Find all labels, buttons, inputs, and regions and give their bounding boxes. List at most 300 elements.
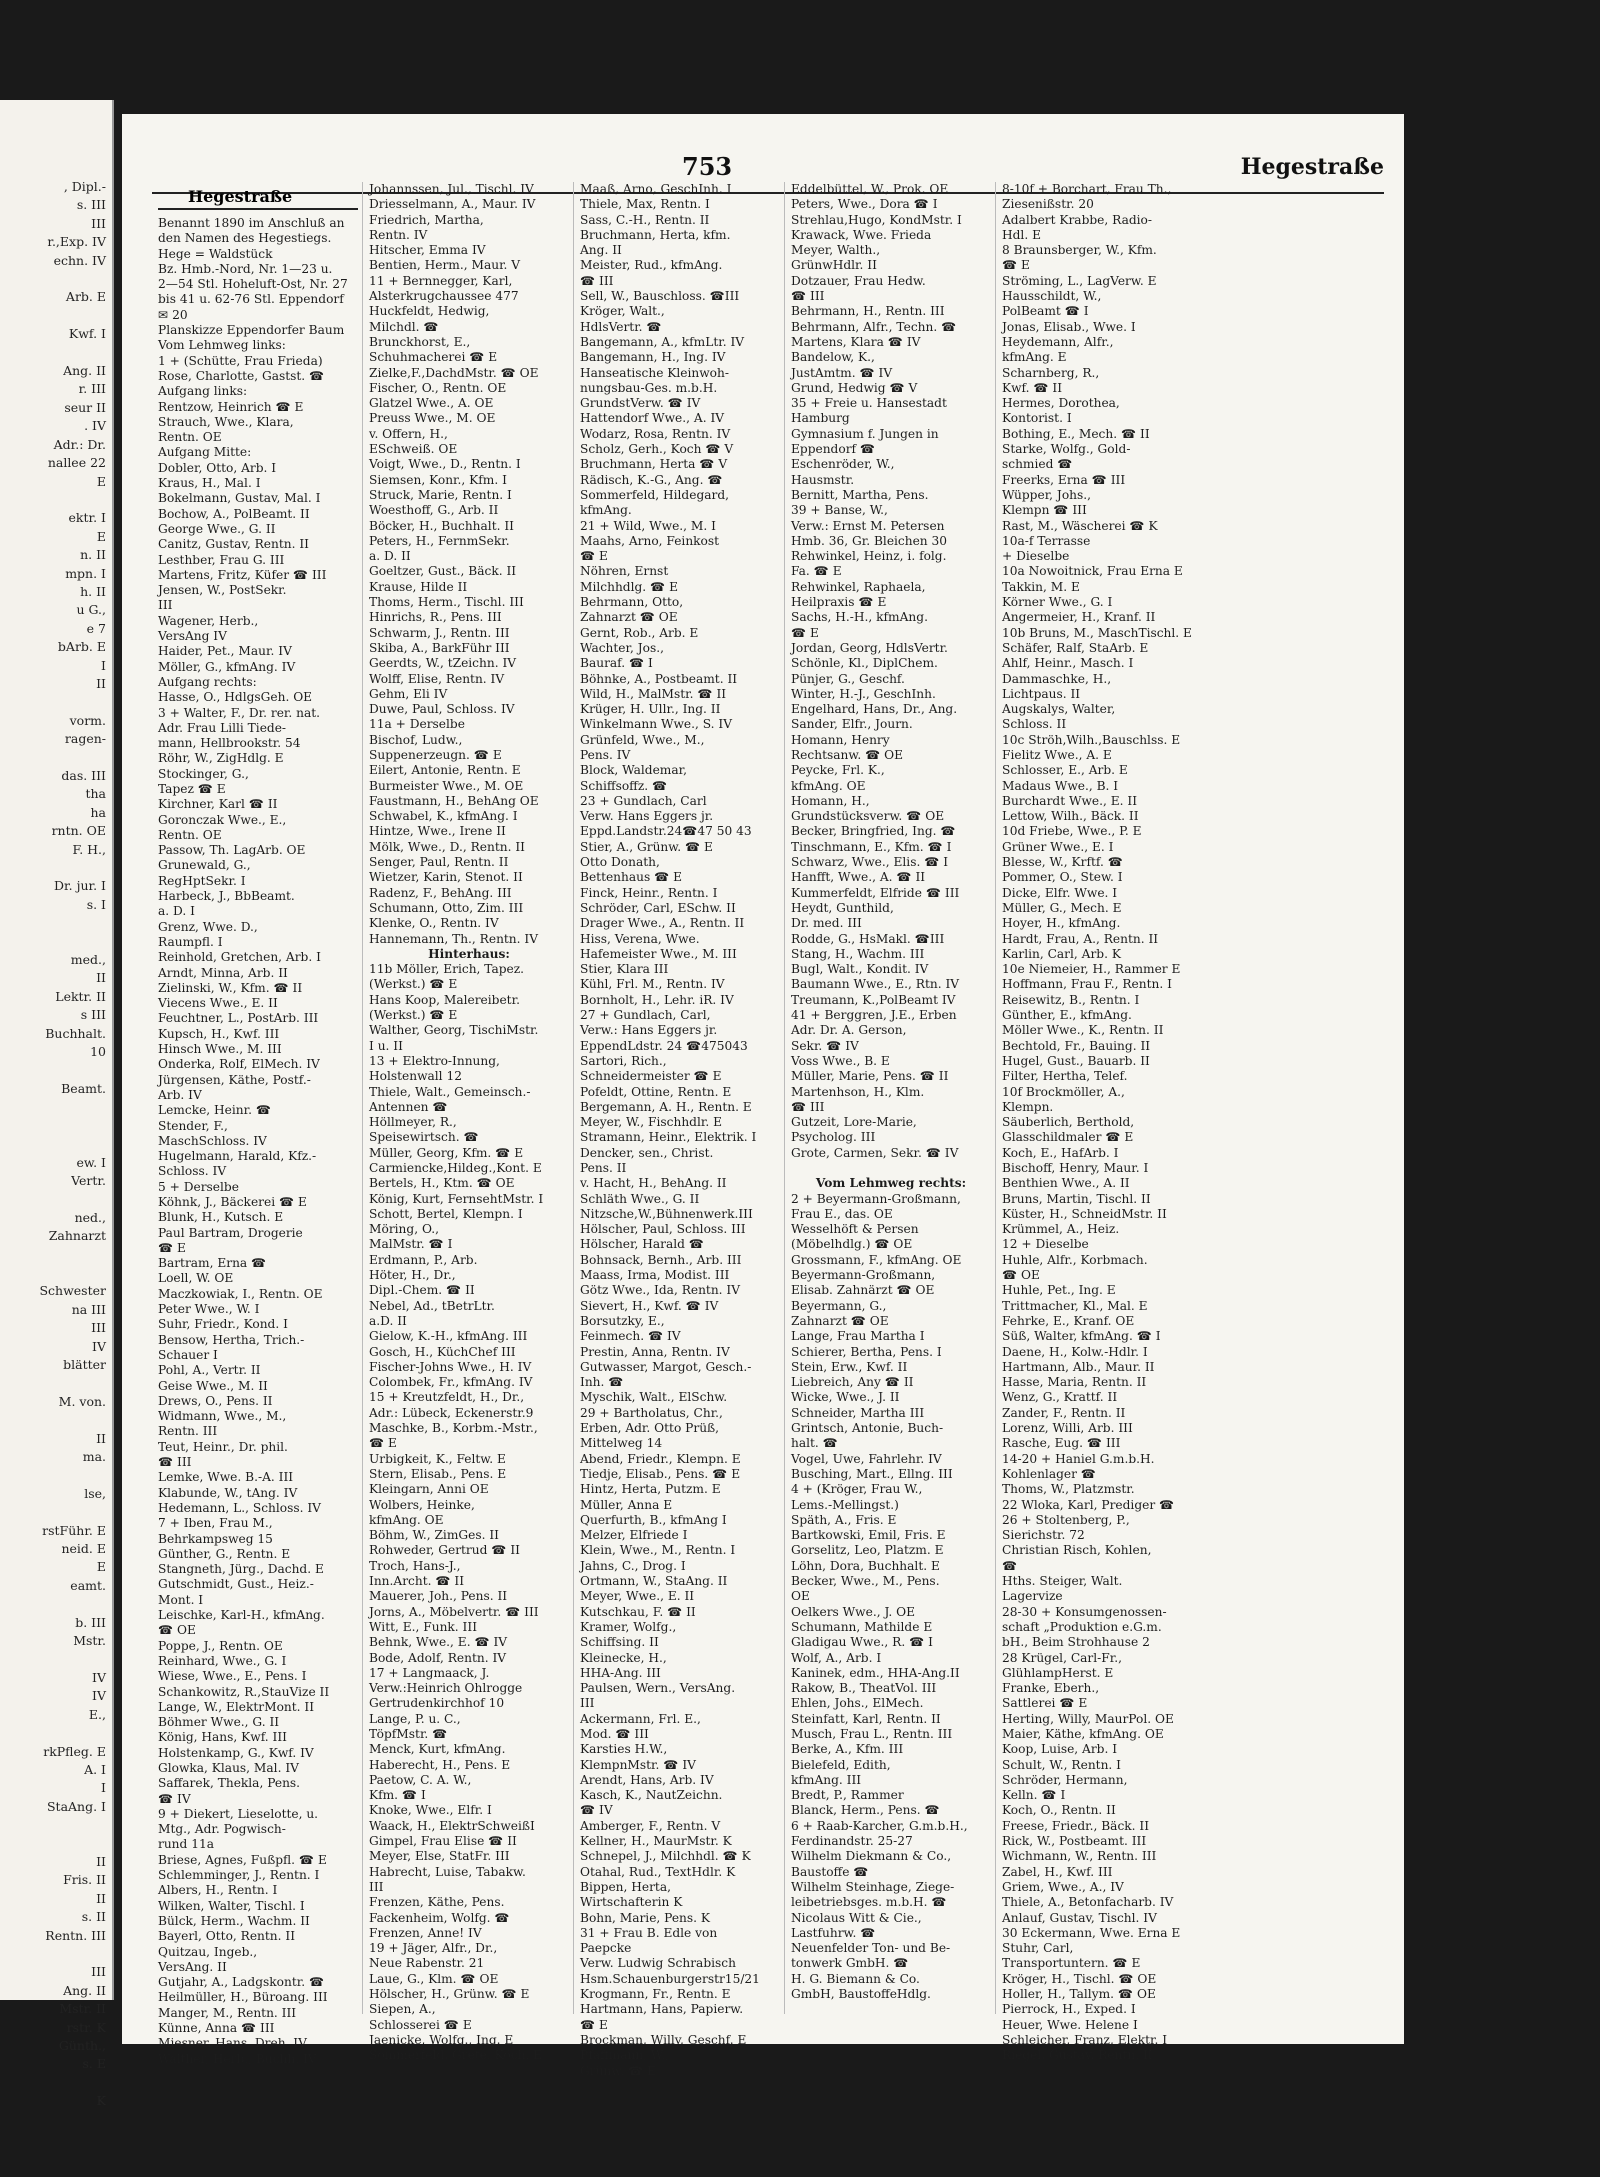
directory-entry: v. Hacht, H., BehAng. II: [580, 1176, 727, 1191]
directory-entry: Kellner, H., MaurMstr. K: [580, 1834, 732, 1849]
directory-entry: Möring, O.,: [369, 1222, 439, 1237]
fragment-line: Lektr. II: [55, 988, 106, 1004]
directory-entry: Wachter, Jos.,: [580, 640, 664, 655]
fragment-line: [0, 1466, 106, 1484]
directory-entry: Bergemann, A. H., Rentn. E: [580, 1099, 752, 1114]
directory-entry: Pfaffmann, W.,: [580, 2048, 670, 2063]
directory-entry: 1 + (Schütte, Frau Frieda): [158, 353, 323, 368]
directory-entry: Mauerer, Joh., Pens. II: [369, 1589, 508, 1604]
directory-entry: Suppenerzeugn. ☎ E: [369, 747, 502, 762]
directory-entry: Grundstücksverw. ☎ OE: [791, 809, 945, 824]
directory-entry: Stangneth, Jürg., Dachd. E: [158, 1562, 324, 1577]
directory-entry: Hamburg: [791, 411, 850, 426]
fragment-line: eamt.: [70, 1577, 106, 1593]
directory-entry: Grund, Hedwig ☎ V: [791, 380, 918, 395]
fragment-line: IV: [92, 1669, 106, 1685]
directory-entry: Rasche, Eug. ☎ III: [1002, 1436, 1121, 1451]
section-subhead: Hinterhaus:: [428, 946, 510, 961]
directory-entry: EppendLdstr. 24 ☎475043: [580, 1038, 748, 1053]
directory-entry: Schneidermeister ☎ E: [580, 1069, 722, 1084]
directory-entry: 29 + Bartholatus, Chr.,: [580, 1405, 723, 1420]
directory-entry: Winter, H.-J., GeschInh.: [791, 686, 936, 701]
directory-entry: Wild, H., MalMstr. ☎ II: [580, 686, 727, 701]
directory-entry: Mtg., Adr. Pogwisch-: [158, 1822, 286, 1837]
directory-entry: Habrecht, Luise, Tabakw.: [369, 1864, 526, 1879]
directory-entry: TöpfMstr. ☎: [369, 1726, 448, 1741]
directory-entry: Alsterkrugchaussee 477: [369, 289, 519, 304]
directory-entry: I u. II: [369, 1038, 403, 1053]
directory-entry: Brunckhorst, E.,: [369, 334, 471, 349]
directory-entry: Bettenhaus ☎ E: [580, 870, 683, 885]
directory-entry: Schumann, Otto, Zim. III: [369, 900, 524, 915]
directory-entry: Hermes, Dorothea,: [1002, 396, 1120, 411]
directory-entry: Zabel, H., Kwf. III: [1002, 1864, 1113, 1879]
directory-entry: Säuberlich, Berthold,: [1002, 1115, 1135, 1130]
fragment-line: neid. E: [61, 1541, 106, 1557]
directory-entry: Homann, H.,: [791, 793, 870, 808]
directory-entry: Verw.: Hans Eggers jr.: [580, 1023, 718, 1038]
directory-entry: Schröder, Carl, ESchw. II: [580, 900, 736, 915]
directory-entry: + Dieselbe: [1002, 549, 1070, 564]
directory-entry: Benthien Wwe., A. II: [1002, 1176, 1130, 1191]
directory-entry: Planskizze Eppendorfer Baum: [158, 323, 345, 338]
directory-entry: rund 11a: [158, 1837, 214, 1852]
directory-entry: Schauer I: [158, 1347, 218, 1362]
directory-entry: Kaninek, edm., HHA-Ang.II: [791, 1665, 960, 1680]
column-5: [1002, 182, 1206, 2063]
directory-entry: Bredt, P., Rammer: [791, 1788, 904, 1803]
directory-entry: 27 + Gundlach, Carl,: [580, 1008, 711, 1023]
directory-entry: Homann, Henry: [791, 732, 890, 747]
directory-entry: Siemsen, Konr., Kfm. I: [369, 472, 507, 487]
fragment-line: II: [96, 970, 106, 986]
page-header: [122, 134, 1404, 184]
directory-entry: Daene, H., Kolw.-Hdlr. I: [1002, 1344, 1148, 1359]
directory-entry: Kramer, Wolfg.,: [580, 1619, 677, 1634]
directory-entry: Krogmann, Fr., Rentn. E: [580, 1987, 731, 2002]
directory-entry: (Werkst.) ☎ E: [369, 977, 458, 992]
directory-entry: Walther, Herb., Buchh. IV: [158, 2051, 317, 2066]
directory-entry: Radenz, F., BehAng. III: [369, 885, 512, 900]
directory-entry: Engelhard, Hans, Dr., Ang.: [791, 702, 958, 717]
directory-entry: 10d Friebe, Wwe., P. E: [1002, 824, 1142, 839]
directory-entry: Kohlenlager ☎: [1002, 1466, 1096, 1481]
directory-entry: Schlosser, E., Arb. E: [1002, 763, 1128, 778]
fragment-line: I: [101, 1780, 106, 1796]
directory-entry: Bensow, Hertha, Trich.-: [158, 1332, 305, 1347]
directory-entry: Huhle, Alfr., Korbmach.: [1002, 1252, 1148, 1267]
directory-entry: Möller Wwe., K., Rentn. II: [1002, 1023, 1164, 1038]
directory-entry: Fackenheim, Wolfg. ☎: [369, 1910, 510, 1925]
directory-entry: Behrmann, H., Rentn. III: [791, 304, 945, 319]
street-title: Hegestraße: [158, 186, 358, 210]
directory-entry: Aufgang rechts:: [158, 674, 257, 689]
directory-entry: Klein, Wwe., M., Rentn. I: [580, 1543, 736, 1558]
directory-entry: Grote, Carmen, Sekr. ☎ IV: [791, 1145, 959, 1160]
directory-entry: Passow, Th. LagArb. OE: [158, 843, 306, 858]
directory-entry: Gutwasser, Margot, Gesch.-: [580, 1359, 752, 1374]
directory-entry: Anlauf, Gustav, Tischl. IV: [1002, 1910, 1157, 1925]
fragment-line: IV: [92, 1688, 106, 1704]
directory-entry: Lange, Frau Martha I: [791, 1329, 925, 1344]
fragment-line: I: [101, 657, 106, 673]
directory-entry: Martens, Fritz, Küfer ☎ III: [158, 567, 327, 582]
directory-entry: Sierichstr. 72: [1002, 1528, 1085, 1543]
directory-entry: Scharnberg, R.,: [1002, 365, 1100, 380]
directory-entry: Koop, Luise, Arb. I: [1002, 1742, 1118, 1757]
directory-entry: Fehrke, E., Kranf. OE: [1002, 1313, 1135, 1328]
fragment-line: II: [96, 1890, 106, 1906]
directory-entry: a.D. II: [369, 1313, 407, 1328]
directory-entry: Adr. Dr. A. Gerson,: [791, 1023, 907, 1038]
directory-entry: VersAng. II: [158, 1959, 227, 1974]
directory-entry: Behrkampsweg 15: [158, 1531, 273, 1546]
directory-entry: Ehlen, Johs., ElMech.: [791, 1696, 924, 1711]
directory-entry: Schneider, Martha III: [791, 1405, 925, 1420]
directory-entry: Schult, W., Rentn. I: [1002, 1757, 1121, 1772]
directory-entry: PolBeamt ☎ I: [1002, 304, 1089, 319]
fragment-line: [0, 344, 106, 362]
fragment-line: Vertr.: [71, 1172, 106, 1188]
directory-entry: Beyermann-Großmann,: [791, 1268, 936, 1283]
directory-entry: König, Hans, Kwf. III: [158, 1730, 287, 1745]
fragment-line: III: [91, 1964, 106, 1980]
directory-entry: 10c Ströh,Wilh.,Bauschlss. E: [1002, 732, 1181, 747]
directory-entry: Wietzer, Karin, Stenot. II: [369, 870, 523, 885]
previous-page-edge: [0, 100, 114, 2109]
fragment-line: [0, 1835, 106, 1853]
directory-entry: Wesselhöft & Persen: [791, 1222, 919, 1237]
directory-entry: Busching, Mart., Ellng. III: [791, 1466, 953, 1481]
directory-entry: Eppd.Landstr.24☎47 50 43: [580, 824, 752, 839]
fragment-line: III: [91, 1320, 106, 1336]
directory-entry: Glowka, Klaus, Mal. IV: [158, 1760, 299, 1775]
directory-entry: Franke, Eberh.,: [1002, 1681, 1100, 1696]
directory-entry: 11a + Derselbe: [369, 717, 465, 732]
directory-entry: König, Kurt, FernsehtMstr. I: [369, 1191, 544, 1206]
directory-entry: Duwe, Paul, Schloss. IV: [369, 702, 515, 717]
directory-entry: Adr. Frau Lilli Tiede-: [158, 720, 287, 735]
directory-entry: Bruchmann, Herta ☎ V: [580, 457, 728, 472]
directory-entry: Bertels, H., Ktm. ☎ OE: [369, 1176, 515, 1191]
directory-entry: Hölscher, Paul, Schloss. III: [580, 1222, 746, 1237]
directory-entry: Stramann, Heinr., Elektrik. I: [580, 1130, 757, 1145]
directory-entry: Behnk, Wwe., E. ☎ IV: [369, 1635, 508, 1650]
directory-entry: Glatzel Wwe., A. OE: [369, 396, 494, 411]
fragment-line: n. II: [80, 547, 106, 563]
directory-entry: Frenzen, Käthe, Pens.: [369, 1895, 505, 1910]
fragment-line: s. E: [82, 2056, 106, 2072]
directory-entry: Bischof, Ludw.,: [369, 732, 463, 747]
directory-entry: Schankowitz, R.,StauVize II: [158, 1684, 330, 1699]
directory-entry: Grünfeld, Wwe., M.,: [580, 732, 705, 747]
directory-entry: 31 + Frau B. Edle von: [580, 1925, 718, 1940]
directory-entry: HdlsVertr. ☎: [580, 319, 662, 334]
directory-entry: Süß, Walter, kfmAng. ☎ I: [1002, 1329, 1161, 1344]
directory-entry: Lagervize: [1002, 1589, 1063, 1604]
directory-entry: 10b Bruns, M., MaschTischl. E: [1002, 625, 1192, 640]
directory-entry: Verw. Ludwig Schrabisch: [580, 1956, 736, 1971]
directory-entry: Bandelow, K.,: [791, 350, 875, 365]
fragment-line: A. I: [84, 1761, 106, 1777]
directory-entry: Meister, Rud., kfmAng.: [580, 258, 723, 273]
directory-entry: Jahns, C., Drog. I: [580, 1558, 686, 1573]
directory-entry: Oelkers Wwe., J. OE: [791, 1604, 916, 1619]
directory-entry: Klempn ☎ III: [1002, 503, 1087, 518]
directory-entry: Stier, Klara III: [580, 962, 669, 977]
directory-entry: Meyer, Else, StatFr. III: [369, 1849, 510, 1864]
directory-entry: Maaß, Arno, GeschInh. I: [580, 182, 732, 196]
directory-entry: Thoms, W., Platzmstr.: [1002, 1482, 1135, 1497]
directory-entry: Freerks, Erna ☎ III: [1002, 472, 1126, 487]
directory-entry: Wüpper, Johs.,: [1002, 487, 1092, 502]
directory-entry: Wicke, Wwe., J. II: [791, 1390, 900, 1405]
fragment-line: [0, 1945, 106, 1963]
directory-entry: Beyermann, G.,: [791, 1298, 887, 1313]
directory-entry: Walther, Georg, TischiMstr.: [369, 1023, 539, 1038]
directory-entry: Gutjahr, A., Ladgskontr. ☎: [158, 1975, 325, 1990]
fragment-line: s. I: [86, 896, 106, 912]
directory-entry: Bugl, Walt., Kondit. IV: [791, 962, 929, 977]
fragment-line: r.,Exp. IV: [47, 234, 106, 250]
directory-entry: Stein, Erw., Kwf. II: [791, 1359, 908, 1374]
directory-entry: Schott, Bertel, Klempn. I: [369, 1206, 523, 1221]
directory-entry: Wagener, Herb.,: [158, 613, 259, 628]
directory-entry: Küster, H., SchneidMstr. II: [1002, 1206, 1167, 1221]
fragment-line: das. III: [61, 768, 106, 783]
directory-entry: Thiele, A., Betonfacharb. IV: [1002, 1895, 1174, 1910]
directory-entry: Paulsen, Wern., VersAng.: [580, 1681, 736, 1696]
directory-entry: Rakow, B., TheatVol. III: [791, 1681, 937, 1696]
directory-entry: Hiss, Verena, Wwe.: [580, 931, 700, 946]
directory-entry: Stang, H., Wachm. III: [791, 946, 925, 961]
directory-entry: Löhn, Dora, Buchhalt. E: [791, 1558, 940, 1573]
directory-entry: Dobler, Otto, Arb. I: [158, 460, 277, 475]
directory-entry: Pohl, A., Vertr. II: [158, 1363, 261, 1378]
directory-entry: Günther, E., kfmAng.: [1002, 1008, 1132, 1023]
directory-entry: Rehwinkel, Heinz, i. folg.: [791, 549, 947, 564]
directory-entry: ☎ III: [791, 289, 825, 304]
directory-entry: Eilert, Antonie, Rentn. E: [369, 763, 521, 778]
directory-entry: Lange, P. u. C.,: [369, 1711, 461, 1726]
directory-entry: Burmeister Wwe., M. OE: [369, 778, 524, 793]
directory-entry: George Wwe., G. II: [158, 521, 276, 536]
directory-entry: ☎: [1002, 1558, 1018, 1573]
fragment-line: Zahnarzt: [48, 1228, 106, 1244]
directory-entry: tonwerk GmbH. ☎: [791, 1956, 909, 1971]
fragment-line: M. von.: [58, 1393, 106, 1409]
directory-entry: Trittmacher, Kl., Mal. E: [1002, 1298, 1148, 1313]
directory-entry: Sander, Elfr., Journ.: [791, 717, 913, 732]
directory-entry: Borsutzky, E.,: [580, 1313, 665, 1328]
directory-entry: Zielke,F.,DachdMstr. ☎ OE: [369, 365, 539, 380]
directory-entry: ☎ III: [791, 1099, 825, 1114]
directory-entry: Rentn. OE: [158, 827, 222, 842]
directory-entry: Pommer, O., Stew. I: [1002, 870, 1123, 885]
directory-entry: Harbeck, J., BbBeamt.: [158, 889, 295, 904]
directory-entry: (Möbelhdlg.) ☎ OE: [791, 1237, 913, 1252]
directory-entry: Augskalys, Walter,: [1002, 702, 1116, 717]
fragment-line: [0, 1264, 106, 1282]
directory-entry: Strauch, Wwe., Klara,: [158, 414, 294, 429]
fragment-line: [0, 1098, 106, 1116]
directory-entry: 4 + (Kröger, Frau W.,: [791, 1482, 923, 1497]
directory-entry: Vogel, Uwe, Fahrlehr. IV: [791, 1451, 942, 1466]
directory-entry: Bentien, Herm., Maur. V: [369, 258, 521, 273]
fragment-line: [0, 693, 106, 711]
directory-entry: 10a Nowoitnick, Frau Erna E: [1002, 564, 1183, 579]
fragment-line: b. III: [75, 1614, 106, 1630]
directory-entry: den Namen des Hegestiegs.: [158, 231, 332, 246]
directory-entry: Lemcke, Heinr. ☎: [158, 1103, 272, 1118]
fragment-line: E: [96, 473, 106, 489]
directory-entry: Bayerl, Otto, Rentn. II: [158, 1929, 296, 1944]
directory-entry: Hitscher, Emma IV: [369, 243, 486, 258]
directory-entry: Thoms, Herm., Tischl. III: [369, 595, 524, 610]
directory-entry: 11 + Bernnegger, Karl,: [369, 273, 513, 288]
directory-entry: Psycholog. III: [791, 1130, 876, 1145]
directory-entry: 41 + Berggren, J.E., Erben: [791, 1008, 957, 1023]
directory-entry: Sekr. ☎ IV: [791, 1038, 859, 1053]
directory-entry: Angermeier, H., Kranf. II: [1002, 610, 1156, 625]
directory-entry: GrünwHdlr. II: [791, 258, 877, 273]
directory-entry: Sattlerei ☎ E: [1002, 1696, 1088, 1711]
directory-entry: Filter, Hertha, Telef.: [1002, 1069, 1128, 1084]
directory-entry: Voss Wwe., B. E: [791, 1053, 890, 1068]
directory-entry: Drager Wwe., A., Rentn. II: [580, 916, 745, 931]
directory-entry: Grenz, Wwe. D.,: [158, 919, 258, 934]
directory-entry: Zander, F., Rentn. II: [1002, 1405, 1126, 1420]
directory-entry: Maass, Irma, Modist. III: [580, 1268, 730, 1283]
directory-entry: 12 + Dieselbe: [1002, 1237, 1089, 1252]
fragment-line: [0, 1651, 106, 1669]
directory-entry: Waack, H., ElektrSchweißI: [369, 1818, 535, 1833]
directory-entry: Dotzauer, Frau Hedw.: [791, 273, 926, 288]
fragment-line: E: [96, 528, 106, 544]
directory-entry: 39 + Banse, W.,: [791, 503, 888, 518]
directory-entry: Schwabel, K., kfmAng. I: [369, 809, 518, 824]
column-1: [158, 182, 363, 2066]
directory-entry: Zahnarzt ☎ OE: [580, 610, 678, 625]
fragment-line: [0, 270, 106, 288]
directory-entry: Scholz, Gerh., Koch ☎ V: [580, 442, 734, 457]
directory-entry: Peters, H., FernmSekr.: [369, 533, 510, 548]
directory-entry: Koch, E., HafArb. I: [1002, 1145, 1119, 1160]
directory-entry: Böhmer Wwe., G. II: [158, 1715, 280, 1730]
directory-entry: Baumann Wwe., E., Rtn. IV: [791, 977, 960, 992]
directory-entry: Strehlau,Hugo, KondMstr. I: [791, 212, 962, 227]
directory-entry: Stern, Elisab., Pens. E: [369, 1466, 507, 1481]
directory-entry: Querfurth, B., kfmAng I: [580, 1512, 727, 1527]
directory-entry: Stender, F.,: [158, 1118, 228, 1133]
directory-entry: Götz Wwe., Ida, Rentn. IV: [580, 1283, 741, 1298]
directory-entry: Künne, Anna ☎ III: [158, 2021, 275, 2036]
directory-entry: 17 + Langmaack, J.: [369, 1665, 490, 1680]
directory-entry: ☎ III: [158, 1455, 192, 1470]
directory-entry: Milchdl. ☎: [369, 319, 439, 334]
directory-entry: Nitzsche,W.,Bühnenwerk.III: [580, 1206, 753, 1221]
directory-entry: KlempnMstr. ☎ IV: [580, 1757, 696, 1772]
fragment-line: Fris. II: [63, 1872, 106, 1888]
directory-entry: Kühl, Frl. M., Rentn. IV: [580, 977, 725, 992]
directory-entry: Frenzen, Anne! IV: [369, 1925, 482, 1940]
directory-entry: Krüger, H. Ullr., Ing. II: [580, 702, 721, 717]
directory-entry: 23 + Gundlach, Carl: [580, 793, 707, 808]
directory-entry: Dipl.-Chem. ☎ II: [369, 1283, 475, 1298]
directory-entry: ESchweiß. OE: [369, 442, 458, 457]
directory-entry: v. Offern, H.,: [369, 426, 448, 441]
directory-entry: Musch, Frau L., Rentn. III: [791, 1726, 953, 1741]
directory-entry: 19 + Jäger, Alfr., Dr.,: [369, 1941, 498, 1956]
previous-page-text: [0, 100, 112, 2111]
directory-entry: Rädisch, K.-G., Ang. ☎: [580, 472, 723, 487]
directory-entry: Goronczak Wwe., E.,: [158, 812, 287, 827]
directory-entry: Schierer, Bertha, Pens. I: [791, 1344, 942, 1359]
directory-entry: 10f Brockmöller, A.,: [1002, 1084, 1125, 1099]
fragment-line: [0, 1190, 106, 1208]
directory-entry: Maier, Käthe, kfmAng. OE: [1002, 1726, 1164, 1741]
directory-entry: Mölk, Wwe., D., Rentn. II: [369, 839, 525, 854]
directory-entry: Schwarz, Wwe., Elis. ☎ I: [791, 855, 949, 870]
fragment-line: [0, 1411, 106, 1429]
fragment-line: rntn. OE: [51, 823, 106, 839]
fragment-line: [0, 914, 106, 932]
directory-entry: Verw.:Heinrich Ohlrogge: [369, 1681, 523, 1696]
directory-entry: 8-10f + Borchart, Frau Th.,: [1002, 182, 1172, 196]
directory-entry: Sell, W., Bauschloss. ☎III: [580, 289, 740, 304]
directory-entry: Johannssen, Jul., Tischl. IV: [369, 182, 534, 196]
fragment-line: med.,: [70, 952, 106, 968]
directory-entry: Kupsch, H., Kwf. III: [158, 1026, 280, 1041]
fragment-line: echn. IV: [53, 252, 106, 268]
directory-entry: Becker, Wwe., M., Pens.: [791, 1574, 940, 1589]
directory-entry: Laue, G., Klm. ☎ OE: [369, 1971, 499, 1986]
directory-entry: Kelln. ☎ I: [1002, 1788, 1066, 1803]
directory-entry: GrundstVerw. ☎ IV: [580, 396, 701, 411]
directory-entry: 21 + Wild, Wwe., M. I: [580, 518, 716, 533]
directory-entry: Sachs, H.-H., kfmAng.: [791, 610, 928, 625]
fragment-line: E.,: [88, 1706, 106, 1722]
directory-entry: Wichmann, W., Rentn. III: [1002, 1849, 1157, 1864]
directory-entry: Bechtold, Fr., Bauing. II: [1002, 1038, 1151, 1053]
directory-columns: [158, 182, 1384, 2078]
directory-entry: Lesthber, Frau G. III: [158, 552, 285, 567]
directory-entry: Schröder, Hermann,: [1002, 1772, 1128, 1787]
directory-entry: Rentn. III: [158, 1424, 218, 1439]
directory-entry: Hölscher, H., Grünw. ☎ E: [369, 1987, 530, 2002]
directory-entry: Kirchner, Karl ☎ II: [158, 797, 278, 812]
fragment-line: II: [96, 1853, 106, 1869]
directory-entry: Rodde, G., HsMakl. ☎III: [791, 931, 945, 946]
directory-entry: Bauraf. ☎ I: [580, 656, 653, 671]
directory-entry: Tiedje, Elisab., Pens. ☎ E: [580, 1466, 741, 1481]
fragment-line: [0, 307, 106, 325]
fragment-line: Buchhalt.: [45, 1025, 106, 1041]
fragment-line: tha: [85, 786, 106, 802]
fragment-line: h. II: [80, 583, 106, 599]
directory-entry: Gutschmidt, Gust., Heiz.-: [158, 1577, 314, 1592]
directory-entry: Stuhr, Carl,: [1002, 1941, 1074, 1956]
directory-entry: Bruns, Martin, Tischl. II: [1002, 1191, 1151, 1206]
directory-entry: Leischke, Karl-H., kfmAng.: [158, 1608, 325, 1623]
directory-entry: 35 + Freie u. Hansestadt: [791, 396, 947, 411]
fragment-line: na III: [71, 1301, 106, 1317]
directory-entry: Neuenfelder Ton- und Be-: [791, 1941, 951, 1956]
directory-entry: Bz. Hmb.-Nord, Nr. 1—23 u.: [158, 261, 333, 276]
fragment-line: [0, 749, 106, 767]
directory-entry: Antennen ☎: [369, 1099, 448, 1114]
directory-entry: Reinhold, Gretchen, Arb. I: [158, 950, 321, 965]
